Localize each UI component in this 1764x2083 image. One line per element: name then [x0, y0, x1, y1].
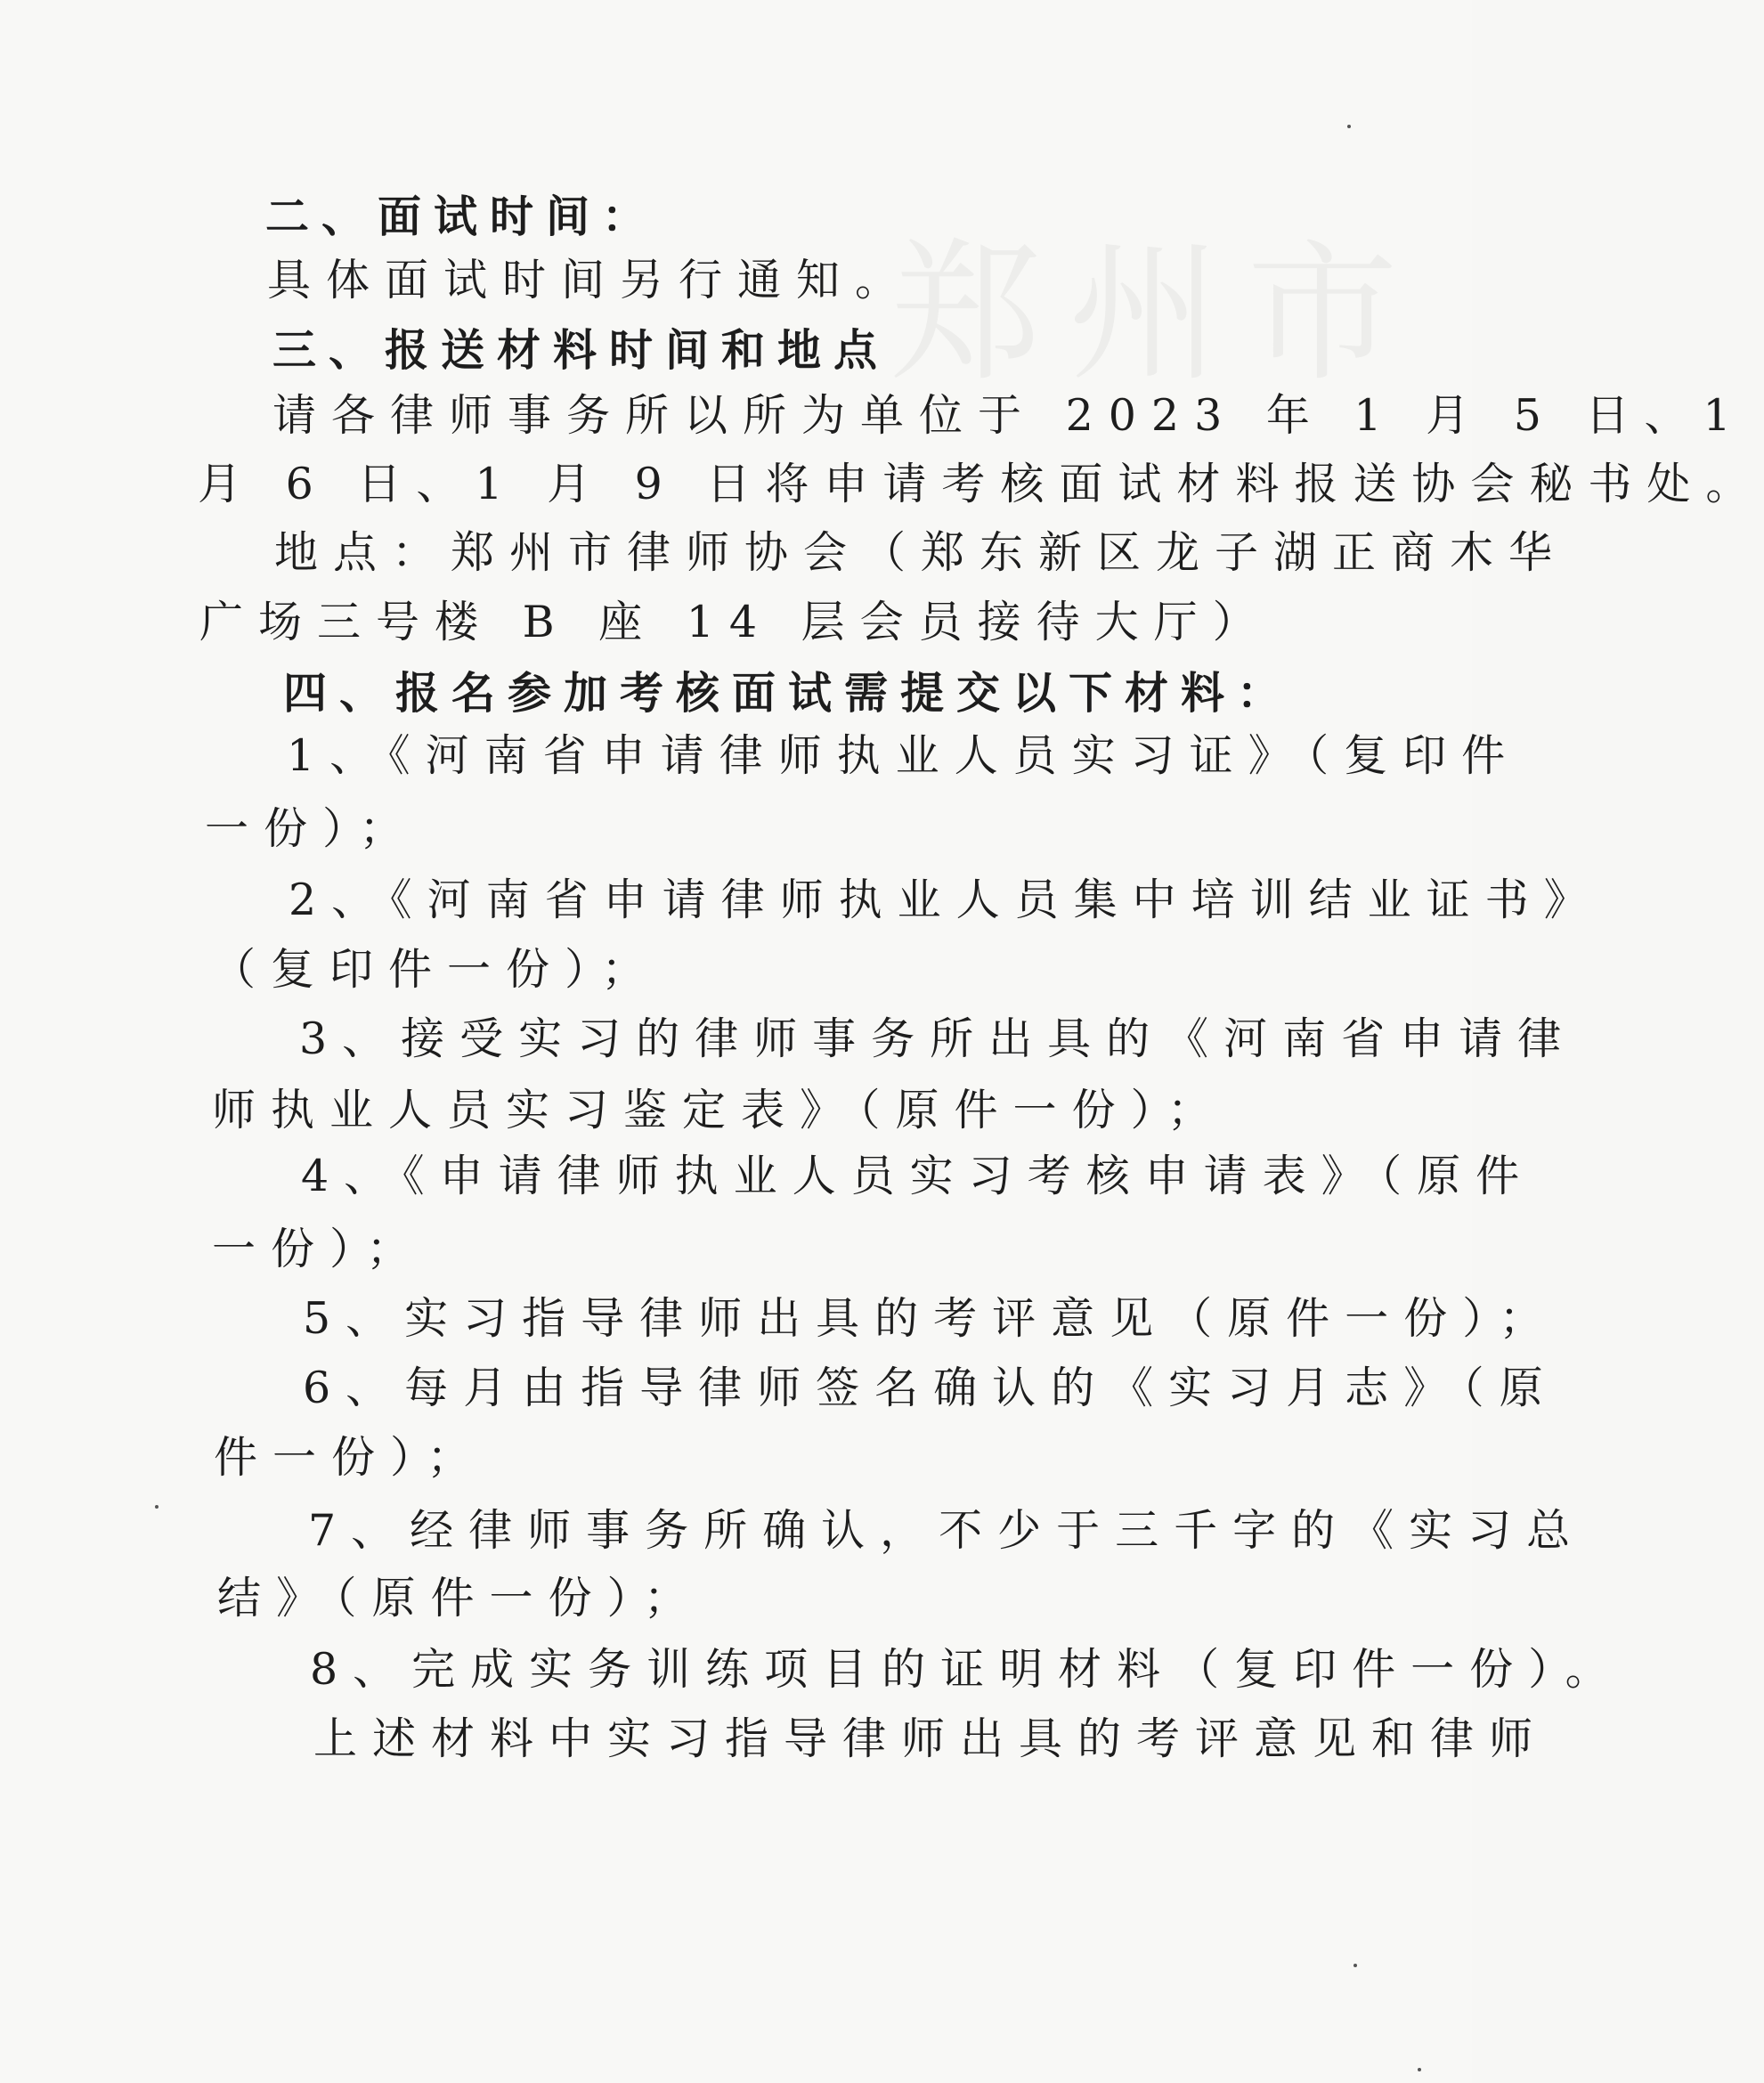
- heading-materials: 四、报名参加考核面试需提交以下材料：: [283, 667, 1294, 719]
- list-item: 1、《河南省申请律师执业人员实习证》（复印件: [287, 730, 1521, 781]
- scan-speck: [1347, 125, 1351, 128]
- list-item: 7、经律师事务所确认，不少于三千字的《实习总: [308, 1505, 1586, 1556]
- list-item: 3、接受实习的律师事务所出具的《河南省申请律: [299, 1013, 1577, 1064]
- paragraph-line: 广场三号楼 B 座 14 层会员接待大厅）: [199, 597, 1272, 647]
- list-item-continuation: 一份）；: [205, 803, 419, 854]
- heading-submission-time-place: 三、报送材料时间和地点: [272, 324, 890, 376]
- list-item: 8、完成实务训练项目的证明材料（复印件一份）。: [310, 1644, 1624, 1695]
- list-item: 6、每月由指导律师签名确认的《实习月志》（原: [303, 1363, 1558, 1413]
- list-item-continuation: 师执业人员实习鉴定表》（原件一份）；: [212, 1085, 1227, 1135]
- paragraph-line: 具体面试时间另行通知。: [267, 255, 915, 305]
- list-item: 4、《申请律师执业人员实习考核申请表》（原件: [301, 1151, 1535, 1201]
- list-item-continuation: 一份）；: [212, 1224, 426, 1274]
- scan-speck: [155, 1505, 159, 1509]
- heading-interview-time: 二、面试时间：: [265, 191, 659, 242]
- paragraph-line: 地点：郑州市律师协会（郑东新区龙子湖正商木华: [274, 527, 1568, 578]
- paragraph-line: 上述材料中实习指导律师出具的考评意见和律师: [313, 1713, 1549, 1764]
- paragraph-line: 请各律师事务所以所为单位于 2023 年 1 月 5 日、1: [272, 390, 1746, 441]
- list-item-continuation: 件一份）；: [214, 1432, 486, 1483]
- list-item: 5、实习指导律师出具的考评意见（原件一份）；: [303, 1293, 1558, 1344]
- watermark: 郑州市: [890, 226, 1426, 403]
- scan-speck: [1353, 1964, 1357, 1967]
- scan-speck: [1418, 2068, 1421, 2071]
- paragraph-line: 月 6 日、1 月 9 日将申请考核面试材料报送协会秘书处。: [198, 459, 1764, 509]
- list-item-continuation: 结》（原件一份）；: [217, 1573, 703, 1623]
- list-item-continuation: （复印件一份）；: [212, 944, 661, 995]
- list-item: 2、《河南省申请律师执业人员集中培训结业证书》: [289, 875, 1603, 925]
